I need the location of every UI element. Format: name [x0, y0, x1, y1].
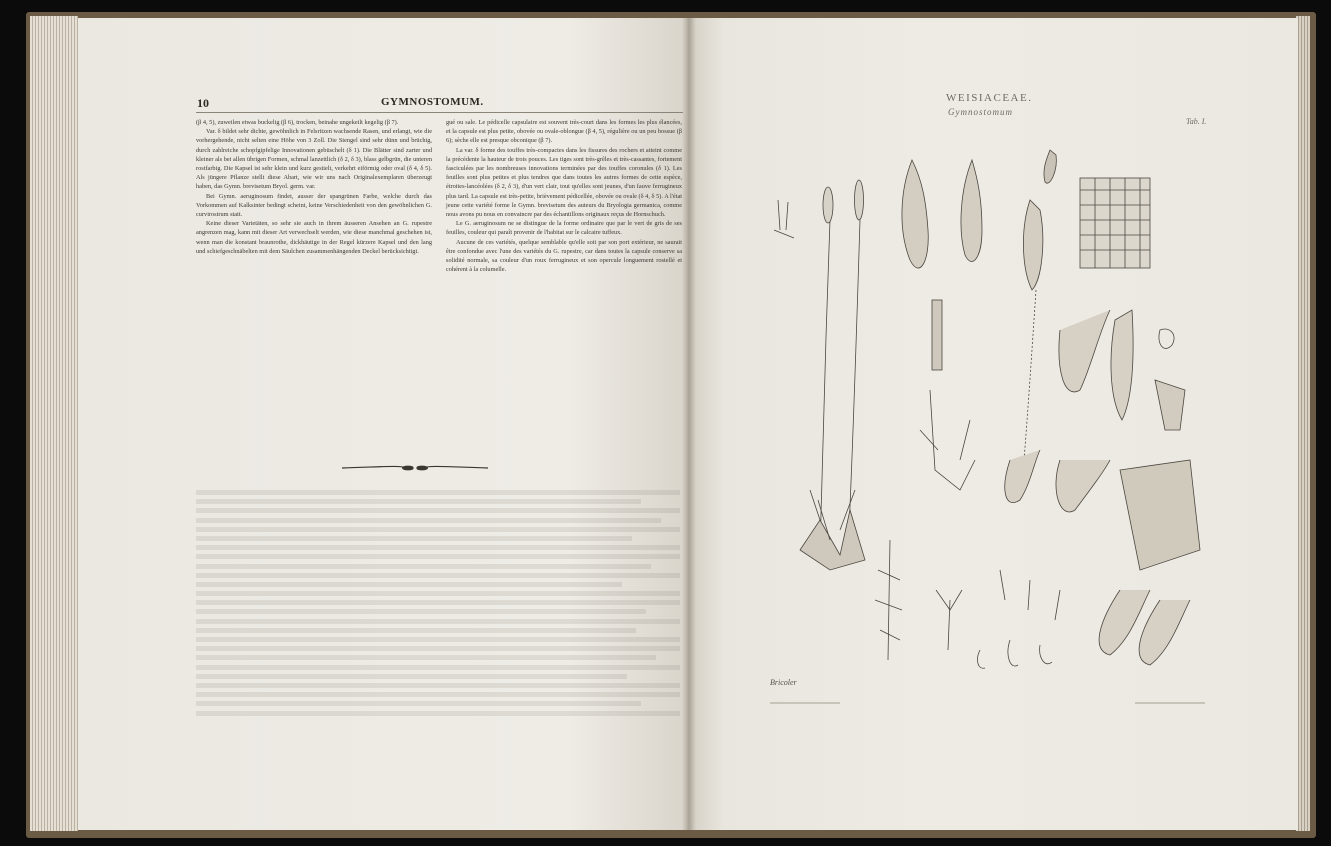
plate-number: Tab. I.	[1186, 117, 1207, 126]
page-stack-right	[1296, 16, 1310, 831]
paragraph: Keine dieser Varietäten, so sehr sie auch in ihrem äusseren Ansehen an G. rupestre angrenzen mag, kann mit dieser Art verwechselt werden, wie diese manchmal geschehen ist, wenn man die konstant braunrothe, dickhäutige in der Regel kürzere Kapsel und den lang und schiefgeschnäbelten mit dem Säulchen zusammenhängenden Deckel berücksichtigt.	[196, 220, 432, 255]
french-text-column	[446, 118, 682, 274]
plate-imprint-left	[770, 702, 840, 704]
show-through-text	[196, 490, 680, 780]
paragraph: Var. δ bildet sehr dichte, gewöhnlich in Felsritzen wachsende Rasen, und erlangt, wie die vorhergehende, nicht selten eine Höhe von 3 Zoll. Die Stengel sind sehr dünn und brüchig, durch zahlreiche schopfgipfelige Innovationen gebüschelt (δ 1). Die Blätter sind zarter und kleiner als bei allen übrigen Formen, schmal lanzettlich (δ 2, δ 3), blass gelbgrün, die unteren rostfarbig. Die Kapsel ist sehr klein und kurz gestielt, verkehrt eiförmig oder oval (δ 4, δ 5). Als jüngere Pflanze stellt diese Abart, wie wir uns nach Originalexemplaren überzeugt haben, das Gymn. brevisetum Bryol. germ. var.	[196, 128, 432, 191]
paragraph: gué ou sale. Le pédicelle capsulaire est souvent très-court dans les formes les plus élancées, et la capsule est plus petite, obovée ou ovale-oblongue (β 4, 5), régulière ou un peu bossue (β 6); sèche elle est presque obconique (β 7).	[446, 119, 682, 145]
artist-signature: Bricoler	[770, 678, 797, 687]
page-stack-left	[30, 16, 78, 831]
running-head: GYMNOSTOMUM.	[381, 96, 484, 108]
book-gutter	[682, 18, 696, 830]
plate-title: WEISIACEAE.	[946, 92, 1033, 104]
paragraph: Aucune de ces variétés, quelque semblable qu'elle soit par son port extérieur, ne saurait être confondue avec l'une des variétés du G. rupestre, car dans toutes la capsule conserve sa solidité normale, sa couleur d'un roux ferrugineux et son opercule longuement rostellé et cohérent à la columelle.	[446, 238, 682, 274]
plate-genus: Gymnostomum	[948, 107, 1013, 117]
paragraph: Bei Gymn. aeruginosum findet, ausser der spangrünen Farbe, welche durch das Vorkommen auf Kalksinter bedingt scheint, keine Verschiedenheit von den gewöhnlichen G. curvirostrum statt.	[196, 192, 432, 219]
botanical-plate-illustration	[760, 130, 1230, 690]
plate-imprint-right	[1135, 702, 1205, 704]
paragraph: Le G. aeruginosum ne se distingue de la forme ordinaire que par le vert de gris de ses feuilles, couleur qui paraît provenir de l'habitat sur le calcaire tuffeux.	[446, 220, 682, 237]
header-rule	[196, 112, 683, 113]
page-number: 10	[197, 96, 209, 110]
paragraph: La var. δ forme des touffes très-compactes dans les fissures des rochers et atteint comme la précédente la hauteur de trois pouces. Les tiges sont très-grêles et très-cassantes, fortement fasciculées par les nombreuses innovations terminées par des touffes coronules (δ 1). Les feuilles sont plus petites et plus tendres que dans toutes les autres formes de cette espèce, étroites-lancéolées (δ 2, δ 3), d'un vert clair, tout qu'elles sont jeunes, d'un fauve ferrugineux plus tard. La capsule est très-petite, brièvement pédicellée, obovée ou ovale (δ 4, δ 5). A l'état jeune cette variété forme le Gymn. brevisetum des auteurs du Bryologia germanica, comme nous avons pu nous en convaincre par des échantillons originaux reçus de Hornschuch.	[446, 146, 682, 219]
section-end-ornament	[340, 462, 490, 474]
paragraph: (β 4, 5), zuweilen etwas buckelig (β 6), trocken, beinahe ungekeilt kegelig (β 7).	[196, 119, 399, 126]
german-text-column	[196, 118, 432, 256]
